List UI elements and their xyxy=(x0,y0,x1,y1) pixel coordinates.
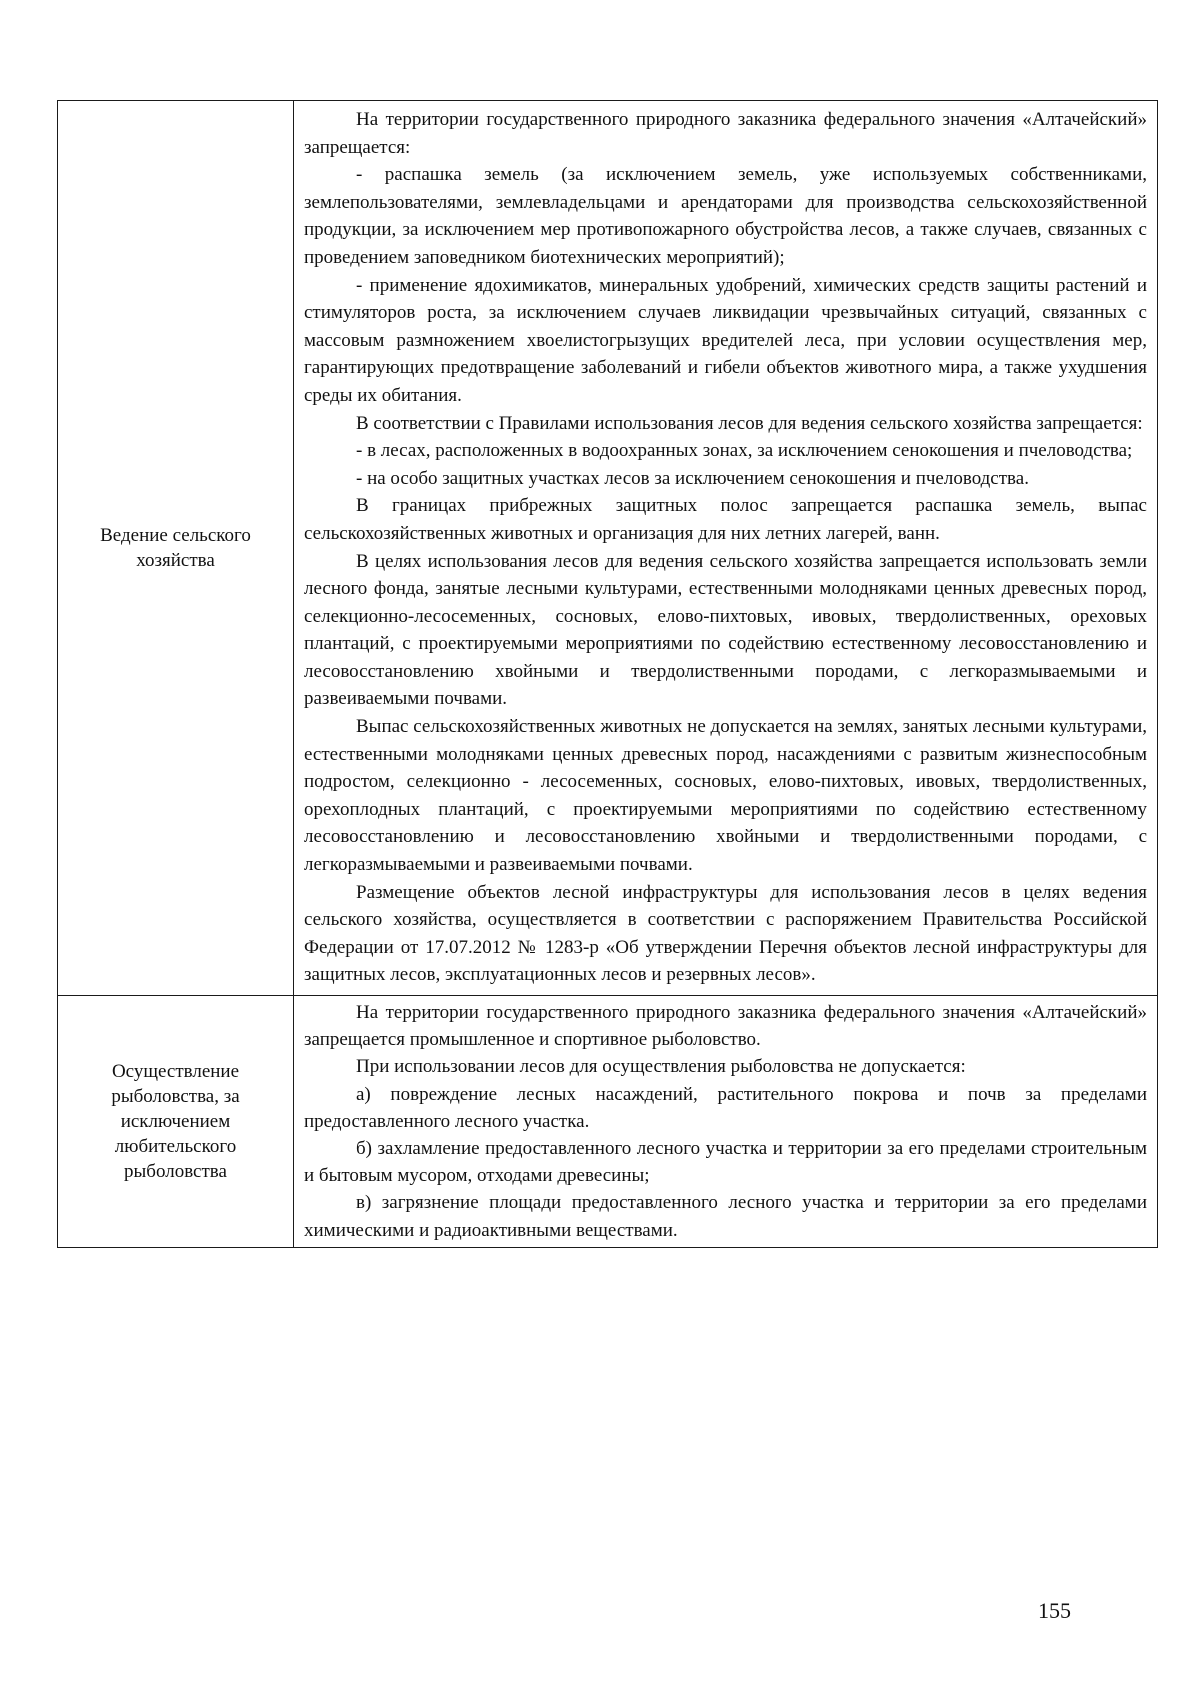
rule-paragraph: - распашка земель (за исключением земель, уже используемых собственниками, землепользователями, землевладельцами и арендаторами для производства сельскохозяйственной продукции, за исключением мер противопожарного обустройства лесов, а также случаев, связанных с проведением заповедником биотехнических мероприятий); xyxy=(304,164,1147,268)
table-row xyxy=(58,996,1158,1248)
rule-paragraph: Размещение объектов лесной инфраструктуры для использования лесов в целях ведения сельского хозяйства, осуществляется в соответствии с распоряжением Правительства Российской Федерации от 17.07.2012 № 1283-р «Об утверждении Перечня объектов лесной инфраструктуры для защитных лесов, эксплуатационных лесов и резервных лесов». xyxy=(304,881,1147,986)
rule-paragraph: б) захламление предоставленного лесного участка и территории за его пределами строительным и бытовым мусором, отходами древесины; xyxy=(304,1138,1147,1187)
table-row xyxy=(58,101,1158,996)
rule-paragraph: - применение ядохимикатов, минеральных удобрений, химических средств защиты растений и стимуляторов роста, за исключением случаев ликвидации чрезвычайных ситуаций, связанных с массовым размножением хвоелистогрызущих вредителей леса, при условии осуществления мер, гарантирующих предотвращение заболеваний и гибели объектов животного мира, а также ухудшения среды их обитания. xyxy=(304,274,1147,406)
rule-paragraph: Выпас сельскохозяйственных животных не допускается на землях, занятых лесными культурами, естественными молодняками ценных древесных пород, насаждениями с развитым жизнеспособным подростом, селекционно - лесосеменных, сосновых, елово-пихтовых, ивовых, твердолиственных, орехоплодных плантаций, с проектируемыми мероприятиями по содействию естественному лесовосстановлению и лесовосстановлению хвойными и твердолиственными породами, с легкоразмываемыми и развеиваемыми почвами. xyxy=(304,716,1147,876)
rule-paragraph: - в лесах, расположенных в водоохранных зонах, за исключением сенокошения и пчеловодства; xyxy=(356,440,1133,462)
rules-cell xyxy=(294,101,1158,996)
rule-paragraph: В границах прибрежных защитных полос запрещается распашка земель, выпас сельскохозяйственных животных и организация для них летних лагерей, ванн. xyxy=(304,495,1147,544)
page-number: 155 xyxy=(1038,1598,1071,1623)
rule-paragraph: в) загрязнение площади предоставленного лесного участка и территории за его пределами химическими и радиоактивными веществами. xyxy=(304,1192,1147,1241)
activity-cell xyxy=(58,996,294,1248)
activity-cell xyxy=(58,101,294,996)
regulations-table xyxy=(57,100,1158,1248)
rule-paragraph: В соответствии с Правилами использования лесов для ведения сельского хозяйства запрещается: xyxy=(356,412,1143,434)
rule-paragraph: На территории государственного природного заказника федерального значения «Алтачейский» запрещается промышленное и спортивное рыболовство. xyxy=(304,1002,1147,1051)
rule-paragraph: В целях использования лесов для ведения сельского хозяйства запрещается использовать земли лесного фонда, занятые лесными культурами, естественными молодняками ценных древесных пород, селекционно-лесосеменных, сосновых, елово-пихтовых, ивовых, твердолиственных, ореховых плантаций, с проектируемыми мероприятиями по содействию естественному лесовосстановлению и лесовосстановлению хвойными и твердолиственными породами, с легкоразмываемыми и развеиваемыми почвами. xyxy=(304,550,1147,710)
activity-label: Осуществление рыболовства, за исключением любительского рыболовства xyxy=(111,1060,240,1182)
rules-cell xyxy=(294,996,1158,1248)
rule-paragraph: При использовании лесов для осуществления рыболовства не допускается: xyxy=(356,1056,966,1078)
rule-paragraph: На территории государственного природного заказника федерального значения «Алтачейский» запрещается: xyxy=(304,109,1147,158)
rule-paragraph: а) повреждение лесных насаждений, растительного покрова и почв за пределами предоставленного лесного участка. xyxy=(304,1083,1147,1132)
activity-label: Ведение сельского хозяйства xyxy=(100,525,251,571)
rule-paragraph: - на особо защитных участках лесов за исключением сенокошения и пчеловодства. xyxy=(356,467,1029,489)
